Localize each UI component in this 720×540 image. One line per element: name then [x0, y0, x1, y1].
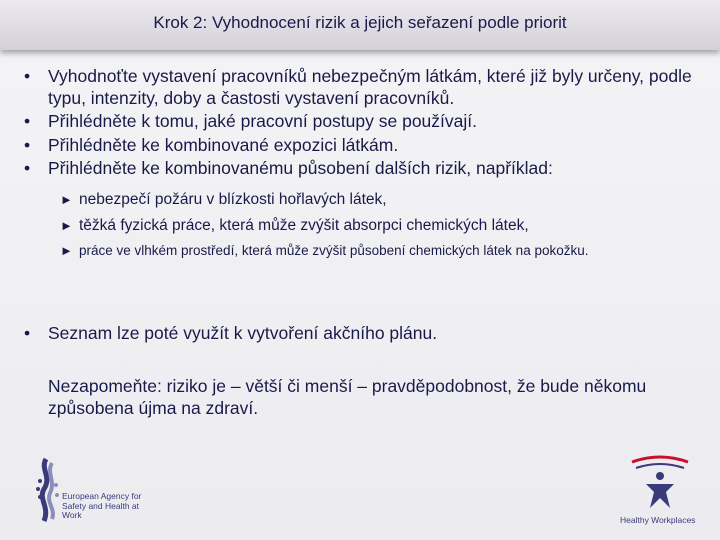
- bullet-dot: •: [24, 134, 31, 155]
- eu-osha-logo-text: European Agency for Safety and Health at Work: [62, 491, 142, 520]
- content-area: [24, 66, 704, 266]
- arrow-icon: ►: [60, 191, 73, 207]
- arrow-icon: ►: [60, 217, 73, 233]
- bullet-text: Seznam lze poté využít k vytvoření akčního plánu.: [48, 323, 438, 343]
- sub-item: [60, 190, 704, 209]
- bullet-dot: •: [24, 66, 31, 86]
- bullet-dot: •: [24, 323, 31, 343]
- bullet-item: [24, 323, 708, 345]
- bullet-item: [24, 135, 704, 157]
- bullet-item: [24, 111, 704, 133]
- bullet-item: [24, 158, 704, 180]
- sub-item-text: těžká fyzická práce, která může zvýšit absorpci chemických látek,: [79, 216, 529, 234]
- bullet-text: Přihlédněte ke kombinované expozici látkám.: [48, 134, 399, 155]
- bullet-text: Přihlédněte ke kombinovanému působení dalších rizik, například:: [48, 158, 553, 178]
- sub-item-text: nebezpečí požáru v blízkosti hořlavých látek,: [79, 190, 387, 208]
- bullet-text: Přihlédněte k tomu, jaké pracovní postupy se používají.: [48, 111, 477, 131]
- title-bar: [0, 0, 720, 50]
- healthy-workplaces-logo-icon: [622, 452, 698, 512]
- sub-item: [60, 242, 704, 260]
- sub-item-text: práce ve vlhkém prostředí, která může zvýšit působení chemických látek na pokožku.: [79, 242, 589, 258]
- sub-item: [60, 216, 704, 235]
- bullet-dot: •: [24, 111, 31, 131]
- reminder-note: Nezapomeňte: riziko je – větší či menší – pravděpodobnost, že bude někomu způsobena újma na zdraví.: [48, 376, 647, 418]
- bullet-text: Vyhodnoťte vystavení pracovníků nebezpečným látkám, které již byly určeny, podle typu, intenzity, doby a častosti vystavení pracovníků.: [48, 66, 692, 108]
- bullet-dot: •: [24, 158, 31, 178]
- arrow-icon: ►: [60, 242, 73, 258]
- healthy-workplaces-logo-text: Healthy Workplaces: [620, 515, 696, 525]
- page-title: Krok 2: Vyhodnocení rizik a jejich seřazení podle priorit: [153, 13, 567, 32]
- sub-list: [60, 190, 704, 260]
- bullet-item: [24, 66, 704, 109]
